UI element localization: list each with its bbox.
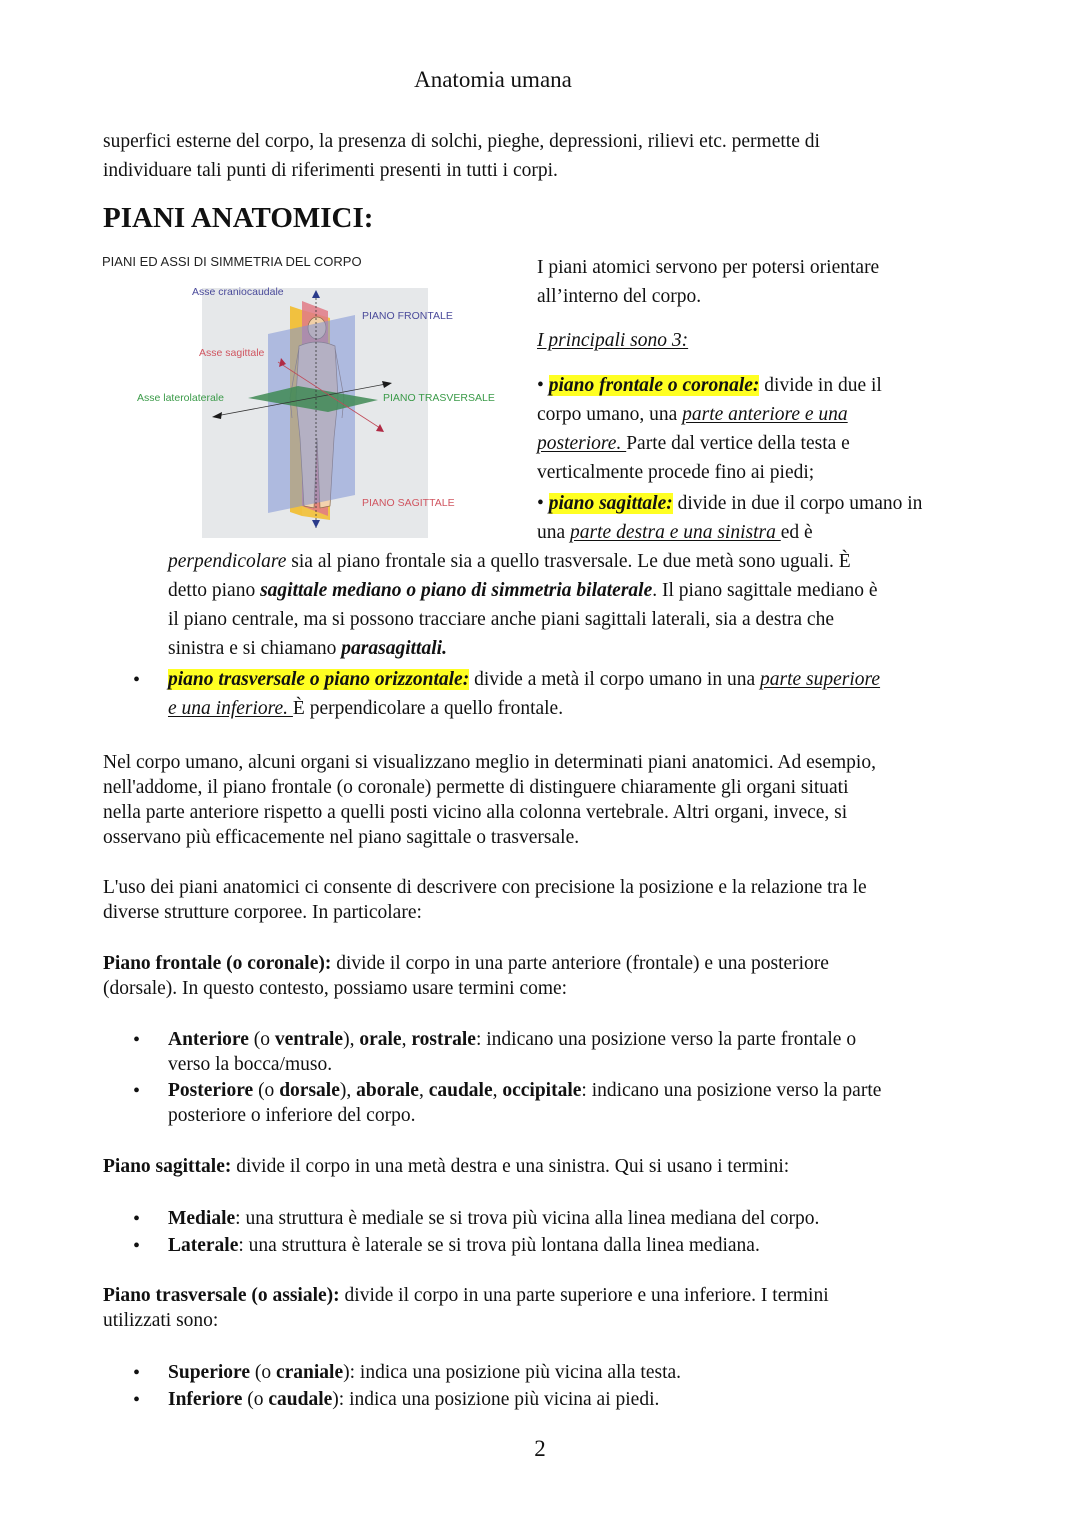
anatomical-planes-figure [100, 250, 520, 545]
transverse-section-term: Piano trasversale (o assiale): [103, 1285, 340, 1306]
term: occipitale [502, 1080, 582, 1101]
frontal-term-anterior [168, 1030, 856, 1050]
text: : indicano una posizione verso la parte [581, 1080, 882, 1101]
bullet: • [133, 1389, 141, 1411]
emphasis-text: sagittale mediano o piano di simmetria bilaterale [260, 580, 653, 601]
emphasis-text: parte superiore [760, 669, 881, 690]
text: , [492, 1080, 503, 1101]
side-intro-line-1: I piani atomici servono per potersi orientare [537, 257, 880, 278]
text: corpo umano, una [537, 404, 683, 425]
text: divide il corpo in una parte anteriore (frontale) e una posteriore [331, 953, 829, 974]
text: sinistra e si chiamano [168, 638, 342, 659]
text: : indicano una posizione verso la parte frontale o [475, 1029, 857, 1050]
bullet: • [133, 1029, 141, 1051]
use-paragraph-line-2: diverse strutture corporee. In particolare: [103, 902, 422, 923]
label-sagittal-plane: PIANO SAGITTALE [362, 497, 455, 509]
use-paragraph-line-1: L'uso dei piani anatomici ci consente di descrivere con precisione la posizione e la relazione tra le [103, 877, 867, 898]
frontal-plane-line-2 [537, 405, 848, 425]
emphasis-text: parte destra e una sinistra [570, 522, 781, 543]
sagittal-term-medial [168, 1209, 819, 1229]
continued-line-4 [168, 639, 447, 659]
emphasis-text: parasagittali. [341, 638, 447, 659]
sagittal-term-lateral [168, 1236, 760, 1256]
text: (o [249, 1362, 276, 1383]
frontal-plane [268, 315, 355, 513]
transverse-section-line-2: utilizzati sono: [103, 1310, 219, 1331]
label-sagittal-axis: Asse sagittale [199, 347, 265, 359]
frontal-term-anterior-line-2: verso la bocca/muso. [168, 1054, 333, 1075]
bullet: • [537, 375, 544, 396]
frontal-term-posterior [168, 1081, 881, 1101]
term: Posteriore [168, 1080, 254, 1101]
frontal-plane-text: divide in due il [759, 375, 882, 396]
continued-line-2 [168, 581, 878, 601]
emphasis-text: posteriore. [537, 433, 627, 454]
sagittal-plane-item [537, 494, 922, 514]
bullet: • [133, 1080, 141, 1102]
term: Inferiore [168, 1389, 243, 1410]
text: , [401, 1029, 412, 1050]
text: detto piano [168, 580, 261, 601]
principal-planes-label: I principali sono 3: [537, 330, 689, 351]
text: È perpendicolare a quello frontale. [292, 698, 564, 719]
organs-paragraph-line-2: nell'addome, il piano frontale (o coronale) permette di distinguere chiaramente gli organi situati [103, 777, 849, 798]
term: ventrale [274, 1029, 344, 1050]
text: ): indica una posizione più vicina alla testa. [343, 1362, 682, 1383]
text: una [537, 522, 571, 543]
text: ), [343, 1029, 360, 1050]
sagittal-section-line-1 [103, 1157, 789, 1177]
transverse-section-line-1 [103, 1286, 829, 1306]
term: Mediale [168, 1208, 236, 1229]
text: divide il corpo in una parte superiore e una inferiore. I termini [339, 1285, 829, 1306]
organs-paragraph-line-4: osservano più efficacemente nel piano sagittale o trasversale. [103, 827, 580, 848]
term: caudale [268, 1389, 333, 1410]
transverse-term-inferior [168, 1390, 659, 1410]
text: divide il corpo in una metà destra e una sinistra. Qui si usano i termini: [231, 1156, 790, 1177]
text: sia al piano frontale sia a quello trasversale. Le due metà sono uguali. È [286, 551, 851, 572]
sagittal-section-term: Piano sagittale: [103, 1156, 232, 1177]
sagittal-plane-line-2 [537, 523, 813, 543]
sagittal-plane-text: divide in due il corpo umano in [672, 493, 923, 514]
label-craniocaudal-axis: Asse craniocaudale [192, 286, 284, 298]
transverse-plane-line-2 [168, 699, 563, 719]
term: caudale [428, 1080, 493, 1101]
frontal-section-line-1 [103, 954, 829, 974]
text: ): indica una posizione più vicina ai piedi. [332, 1389, 660, 1410]
figure-title: PIANI ED ASSI DI SIMMETRIA DEL CORPO [102, 254, 362, 269]
organs-paragraph-line-3: nella parte anteriore rispetto a quelli posti vicino alla colonna vertebrale. Altri organi, invece, si [103, 802, 848, 823]
bullet: • [537, 493, 544, 514]
text: . Il piano sagittale mediano è [652, 580, 878, 601]
text: ed è [780, 522, 813, 543]
term: aborale [356, 1080, 419, 1101]
emphasis-text: e una inferiore. [168, 698, 293, 719]
side-intro-line-2: all’interno del corpo. [537, 286, 702, 307]
continued-line-3: il piano centrale, ma si possono tracciare anche piani sagittali laterali, sia a destra che [168, 609, 834, 630]
organs-paragraph-line-1: Nel corpo umano, alcuni organi si visualizzano meglio in determinati piani anatomici. Ad esempio, [103, 752, 876, 773]
frontal-term-posterior-line-2: posteriore o inferiore del corpo. [168, 1105, 416, 1126]
text: (o [242, 1389, 269, 1410]
text: , [418, 1080, 429, 1101]
term: Anteriore [168, 1029, 249, 1050]
frontal-section-term: Piano frontale (o coronale): [103, 953, 332, 974]
sagittal-plane-term: piano sagittale: [548, 493, 673, 514]
transverse-plane-item [168, 670, 880, 690]
term: craniale [275, 1362, 344, 1383]
label-transverse-plane: PIANO TRASVERSALE [383, 392, 495, 404]
continued-line-1 [168, 552, 851, 572]
bullet: • [133, 1235, 141, 1257]
frontal-plane-line-4: verticalmente procede fino ai piedi; [537, 462, 815, 483]
text: divide a metà il corpo umano in una [469, 669, 760, 690]
emphasis-text: parte anteriore e una [682, 404, 848, 425]
frontal-plane-line-3 [537, 434, 850, 454]
text: : una struttura è laterale se si trova più lontana dalla linea mediana. [238, 1235, 760, 1256]
text: Parte dal vertice della testa e [626, 433, 850, 454]
text: ), [339, 1080, 357, 1101]
section-heading: PIANI ANATOMICI: [103, 202, 374, 234]
text: (o [248, 1029, 275, 1050]
transverse-term-superior [168, 1363, 681, 1383]
frontal-plane-term: piano frontale o coronale: [548, 375, 760, 396]
bullet: • [133, 1362, 141, 1384]
transverse-plane-term: piano trasversale o piano orizzontale: [168, 669, 470, 690]
term: orale [359, 1029, 402, 1050]
term: rostrale [411, 1029, 476, 1050]
bullet: • [133, 669, 141, 691]
emphasis-text: perpendicolare [168, 551, 287, 572]
intro-line-2: individuare tali punti di riferimenti presenti in tutti i corpi. [103, 160, 558, 181]
intro-line-1: superfici esterne del corpo, la presenza di solchi, pieghe, depressioni, rilievi etc. permette di [103, 131, 820, 152]
term: Superiore [168, 1362, 250, 1383]
label-laterolateral-axis: Asse laterolaterale [137, 392, 224, 404]
frontal-plane-item [537, 376, 882, 396]
page-number: 2 [534, 1436, 546, 1461]
text: : una struttura è mediale se si trova più vicina alla linea mediana del corpo. [235, 1208, 820, 1229]
frontal-section-line-2: (dorsale). In questo contesto, possiamo usare termini come: [103, 978, 568, 999]
term: dorsale [279, 1080, 340, 1101]
term: Laterale [168, 1235, 239, 1256]
bullet: • [133, 1208, 141, 1230]
label-frontal-plane: PIANO FRONTALE [362, 310, 453, 322]
page-header-title: Anatomia umana [414, 67, 572, 92]
text: (o [253, 1080, 280, 1101]
